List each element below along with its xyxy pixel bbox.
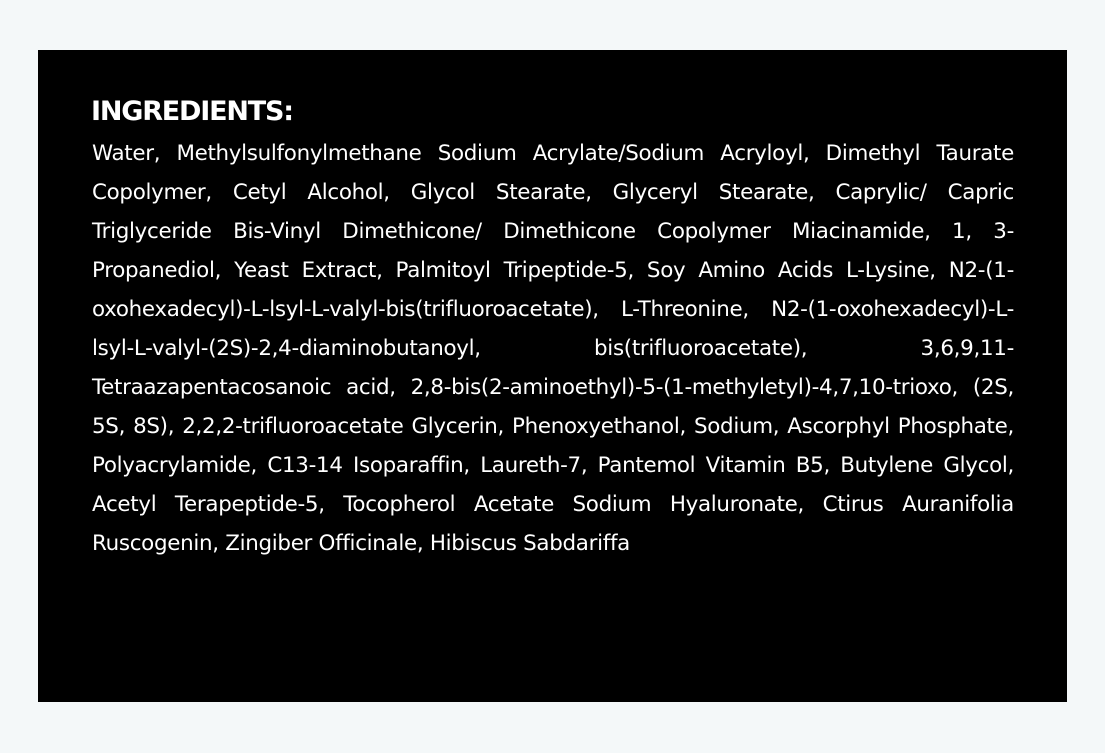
ingredients-panel [38, 50, 1067, 702]
ingredients-list: Water, Methylsulfonylmethane Sodium Acrylate/Sodium Acryloyl, Dimethyl Taurate Copolymer, Cetyl Alcohol, Glycol Stearate, Glyceryl Stearate, Caprylic/ Capric Triglyceride Bis-Vinyl Dimethicone/ Dimethicone Copolymer Miacinamide, 1, 3-Propanediol, Yeast Extract, Palmitoyl Tripeptide-5, Soy Amino Acids L-Lysine, N2-(1-oxohexadecyl)-L-lsyl-L-valyl-bis(trifluoroacetate), L-Threonine, N2-(1-oxohexadecyl)-L-lsyl-L-valyl-(2S)-2,4-diaminobutanoyl, bis(trifluoroacetate), 3,6,9,11-Tetraazapentacosanoic acid, 2,8-bis(2-aminoethyl)-5-(1-methyletyl)-4,7,10-trioxo, (2S, 5S, 8S), 2,2,2-trifluoroacetate Glycerin, Phenoxyethanol, Sodium, Ascorphyl Phosphate, Polyacrylamide, C13-14 Isoparaffin, Laureth-7, Pantemol Vitamin B5, Butylene Glycol, Acetyl Terapeptide-5, Tocopherol Acetate Sodium Hyaluronate, Ctirus Auranifolia Ruscogenin, Zingiber Officinale, Hibiscus Sabdariffa [92, 141, 1014, 556]
ingredients-heading: INGREDIENTS: [91, 96, 293, 127]
